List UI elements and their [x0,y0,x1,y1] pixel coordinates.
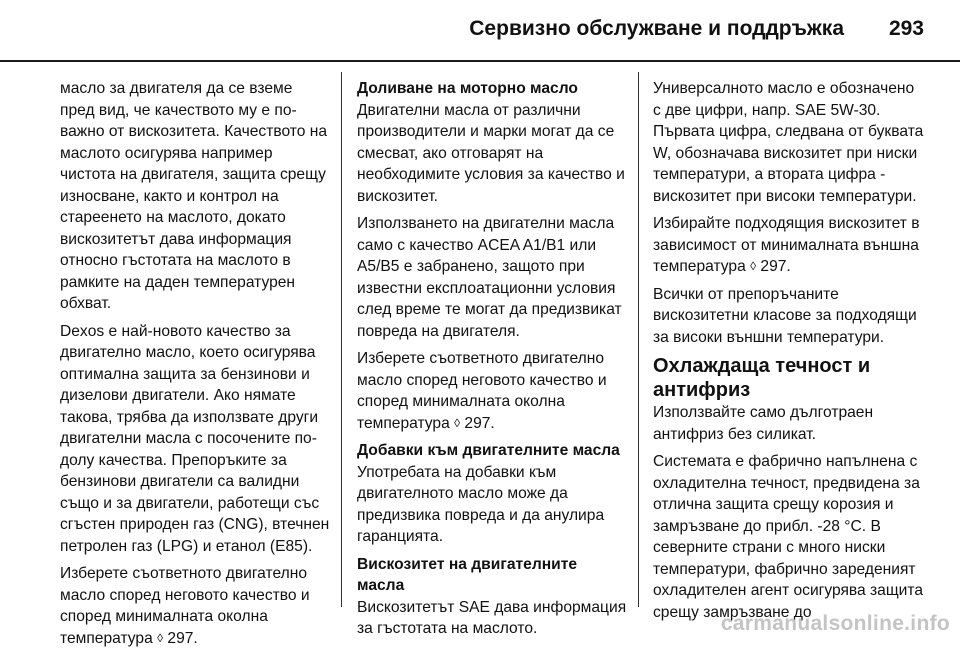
page-title: Сервизно обслужване и поддръжка [469,17,844,40]
paragraph: масло за двигателя да се вземе пред вид, че качеството му е по-важно от вискозитета. Качеството на маслото осигурява например чистота на двигателя, защита срещу износване, както и контрол на стареенето на маслото, докато вискозитетът дава информация относно гъстотата на маслото в рамките на даден температурен обхват. [60,80,328,312]
page-reference-icon: ◊ [750,259,757,273]
paragraph: Използването на двигателни масла само с качество ACEA A1/B1 или A5/B5 е забранено, защото при известни експлоатационни условия след време те могат да предизвикат повреда на двигателя. [357,215,622,340]
paragraph: Системата е фабрично напълнена с охладителна течност, предвидена за отлична защита срещу корозия и замръзване до прибл. -28 °C. В северните страни с много ниски температури, фабрично зареденият охладителен агент осигурява защита срещу замръзване до [653,453,924,621]
paragraph: Dexos е най-новото качество за двигателно масло, което осигурява оптимална защита за бензинови и дизелови двигатели. Ако нямате такова, трябва да използвате други двигателни масла с посочените по-долу качества. Препоръките за бензинови двигатели са валидни също и за двигатели, работещи със сгъстен природен газ (CNG), втечнен петролен газ (LPG) и етанол (E85). [60,322,330,555]
column-divider [341,72,342,607]
page-reference[interactable]: 297. [760,258,791,275]
watermark: carmanualsonline.info [720,612,950,635]
column-1 [60,78,330,655]
paragraph: Универсалното масло е обозначено с две цифри, напр. SAE 5W-30. Първата цифра, следвана от буквата W, обозначава вискозитет при ниски температури, а втората цифра - вискозитет при високи температури. [653,80,924,205]
section-heading: Доливане на моторно масло [357,80,578,97]
column-2 [357,78,627,646]
page-number: 293 [888,17,924,40]
section-heading: Добавки към двигателните масла [357,442,620,459]
section-heading-large: Охлаждаща течност и антифриз [653,355,871,401]
page-reference[interactable]: 297. [167,629,198,647]
paragraph [653,213,925,278]
page-reference-icon: ◊ [454,415,461,430]
paragraph: Двигателни масла от различни производители и марки могат да се смесват, ако отговарят на необходимите условия за качество и вискозитет. [357,101,625,205]
paragraph [357,348,627,434]
page-header [0,0,960,62]
column-divider [638,72,639,607]
paragraph-text: Изберете съответното двигателно масло според неговото качество и според минималната околна температура [60,565,310,647]
paragraph-text: Избирайте подходящия вискозитет в зависимост от минималната външна температура [653,215,920,275]
header-rule [0,60,960,62]
paragraph [60,563,330,649]
paragraph: Вискозитетът SAE дава информация за гъстотата на маслото. [357,598,627,637]
paragraph: Всички от препоръчаните вискозитетни класове за подходящи за високи външни температури. [653,285,917,346]
paragraph: Употребата на добавки към двигателното масло може да предизвика повреда и да анулира гаранцията. [357,463,605,545]
paragraph: Използвайте само дълготраен антифриз без силикат. [653,404,874,443]
paragraph-text: Изберете съответното двигателно масло според неговото качество и според минималната околна температура [357,350,607,432]
column-3 [653,78,925,629]
page-reference-icon: ◊ [157,630,164,645]
section-heading: Вискозитет на двигателните масла [357,555,578,594]
page-reference[interactable]: 297. [464,414,495,432]
